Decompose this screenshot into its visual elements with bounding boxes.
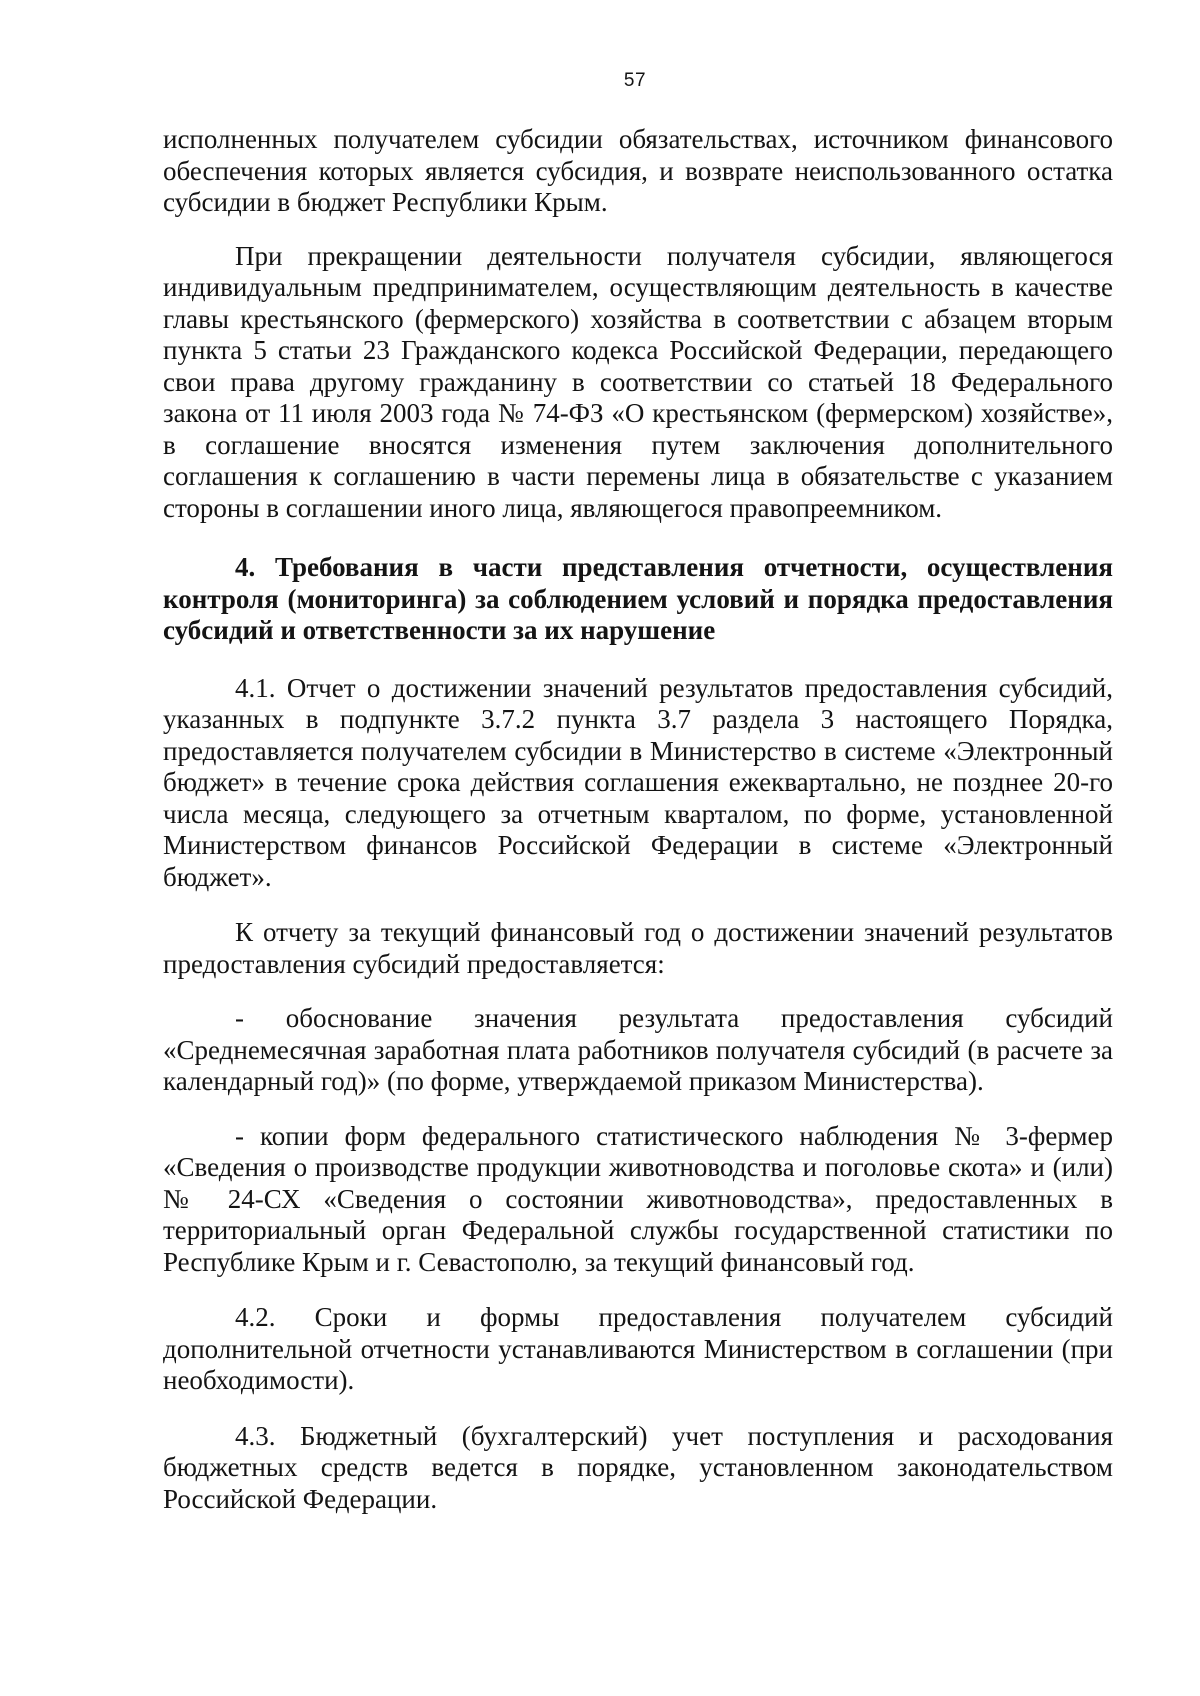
paragraph-4-1-report: 4.1. Отчет о достижении значений результатов предоставления субсидий, указанных в подпункте 3.7.2 пункта 3.7 раздела 3 настоящего Порядка, предоставляется получателем субсидии в Министерство в системе «Электронный бюджет» в течение срока действия соглашения ежеквартально, не позднее 20-го числа месяца, следующего за отчетным кварталом, по форме, установленной Министерством финансов Российской Федерации в системе «Электронный бюджет». bbox=[163, 672, 1113, 892]
page-number: 57 bbox=[623, 70, 647, 91]
paragraph-4-2-deadlines: 4.2. Сроки и формы предоставления получателем субсидий дополнительной отчетности устанавливаются Министерством в соглашении (при необходимости). bbox=[163, 1302, 1113, 1395]
paragraph-continuation: исполненных получателем субсидии обязательствах, источником финансового обеспечения которых является субсидия, и возврате неиспользованного остатка субсидии в бюджет Республики Крым. bbox=[163, 124, 1113, 217]
paragraph-termination-of-activity: При прекращении деятельности получателя субсидии, являющегося индивидуальным предпринимателем, осуществляющим деятельность в качестве главы крестьянского (фермерского) хозяйства в соответствии с абзацем вторым пункта 5 статьи 23 Гражданского кодекса Российской Федерации, передающего свои права другому гражданину в соответствии со статьей 18 Федерального закона от 11 июля 2003 года № 74-ФЗ «О крестьянском (фермерском) хозяйстве», в соглашение вносятся изменения путем заключения дополнительного соглашения к соглашению в части перемены лица в обязательстве с указанием стороны в соглашении иного лица, являющегося правопреемником. bbox=[163, 240, 1113, 523]
document-body bbox=[163, 124, 1113, 1515]
section-heading: 4. Требования в части представления отчетности, осуществления контроля (мониторинга) за соблюдением условий и порядка предоставления субсидий и ответственности за их нарушение bbox=[163, 552, 1113, 645]
paragraph-report-attachments: К отчету за текущий финансовый год о достижении значений результатов предоставления субсидий предоставляется: bbox=[163, 917, 1113, 979]
paragraph-4-3-accounting: 4.3. Бюджетный (бухгалтерский) учет поступления и расходования бюджетных средств ведется в порядке, установленном законодательством Российской Федерации. bbox=[163, 1420, 1113, 1514]
list-item-justification: - обоснование значения результата предоставления субсидий «Среднемесячная заработная плата работников получателя субсидий (в расчете за календарный год)» (по форме, утверждаемой приказом Министерства). bbox=[163, 1003, 1113, 1096]
list-item-statistical-forms: - копии форм федерального статистического наблюдения № 3-фермер «Сведения о производстве продукции животноводства и поголовье скота» и (или) № 24-СХ «Сведения о состоянии животноводства», предоставленных в территориальный орган Федеральной службы государственной статистики по Республике Крым и г. Севастополю, за текущий финансовый год. bbox=[163, 1120, 1113, 1277]
